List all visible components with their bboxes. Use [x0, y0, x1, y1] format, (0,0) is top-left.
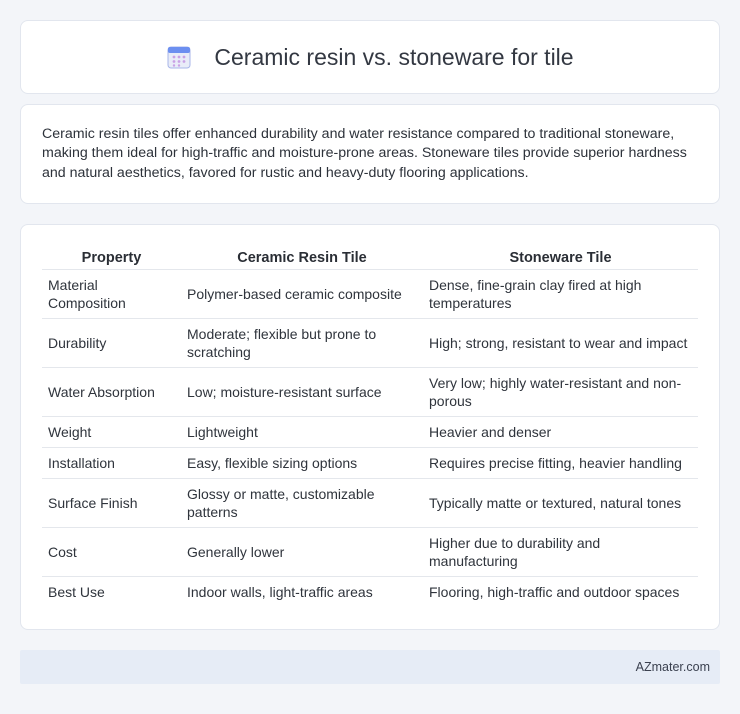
cell-stoneware: Very low; highly water-resistant and non-porous: [423, 367, 698, 416]
table-row: [42, 447, 698, 478]
table-row: [42, 318, 698, 367]
footer-bar: [20, 650, 720, 684]
page-title: Ceramic resin vs. stoneware for tile: [214, 43, 574, 70]
cell-stoneware: Flooring, high-traffic and outdoor spaces: [423, 576, 698, 607]
cell-ceramic-resin: Easy, flexible sizing options: [181, 447, 423, 478]
comparison-table: [42, 247, 698, 607]
cell-stoneware: Heavier and denser: [423, 416, 698, 447]
cell-stoneware: Typically matte or textured, natural tones: [423, 478, 698, 527]
table-row: [42, 367, 698, 416]
cell-property: Weight: [42, 416, 181, 447]
table-row: [42, 416, 698, 447]
cell-property: Best Use: [42, 576, 181, 607]
column-header-ceramic-resin: Ceramic Resin Tile: [237, 250, 367, 266]
table-row: [42, 576, 698, 607]
column-header-stoneware: Stoneware Tile: [509, 250, 612, 266]
cell-ceramic-resin: Low; moisture-resistant surface: [181, 367, 423, 416]
cell-property: Cost: [42, 527, 181, 576]
cell-ceramic-resin: Polymer-based ceramic composite: [181, 269, 423, 318]
summary-paragraph: Ceramic resin tiles offer enhanced durability and water resistance compared to traditional stoneware, making them ideal for high-traffic and moisture-prone areas. Stoneware tiles provide superior hardness and natural aesthetics, favored for rustic and heavy-duty flooring applications.: [42, 126, 687, 181]
cell-property: Water Absorption: [42, 367, 181, 416]
cell-ceramic-resin: Glossy or matte, customizable patterns: [181, 478, 423, 527]
source-credit: AZmater.com: [635, 660, 710, 674]
cell-stoneware: Requires precise fitting, heavier handling: [423, 447, 698, 478]
table-header-row: [42, 247, 698, 269]
cell-property: Durability: [42, 318, 181, 367]
cell-stoneware: Dense, fine-grain clay fired at high temperatures: [423, 269, 698, 318]
comparison-table-card: [20, 224, 720, 630]
table-row: [42, 478, 698, 527]
cell-ceramic-resin: Indoor walls, light-traffic areas: [181, 576, 423, 607]
cell-property: Installation: [42, 447, 181, 478]
cell-stoneware: Higher due to durability and manufacturing: [423, 527, 698, 576]
column-header-property: Property: [81, 250, 142, 266]
cell-property: Material Composition: [42, 269, 181, 318]
cell-stoneware: High; strong, resistant to wear and impact: [423, 318, 698, 367]
summary-card: [20, 104, 720, 204]
cell-property: Surface Finish: [42, 478, 181, 527]
cell-ceramic-resin: Moderate; flexible but prone to scratching: [181, 318, 423, 367]
table-row: [42, 527, 698, 576]
calendar-icon: [166, 44, 192, 70]
cell-ceramic-resin: Lightweight: [181, 416, 423, 447]
table-row: [42, 269, 698, 318]
title-card: [20, 20, 720, 94]
cell-ceramic-resin: Generally lower: [181, 527, 423, 576]
